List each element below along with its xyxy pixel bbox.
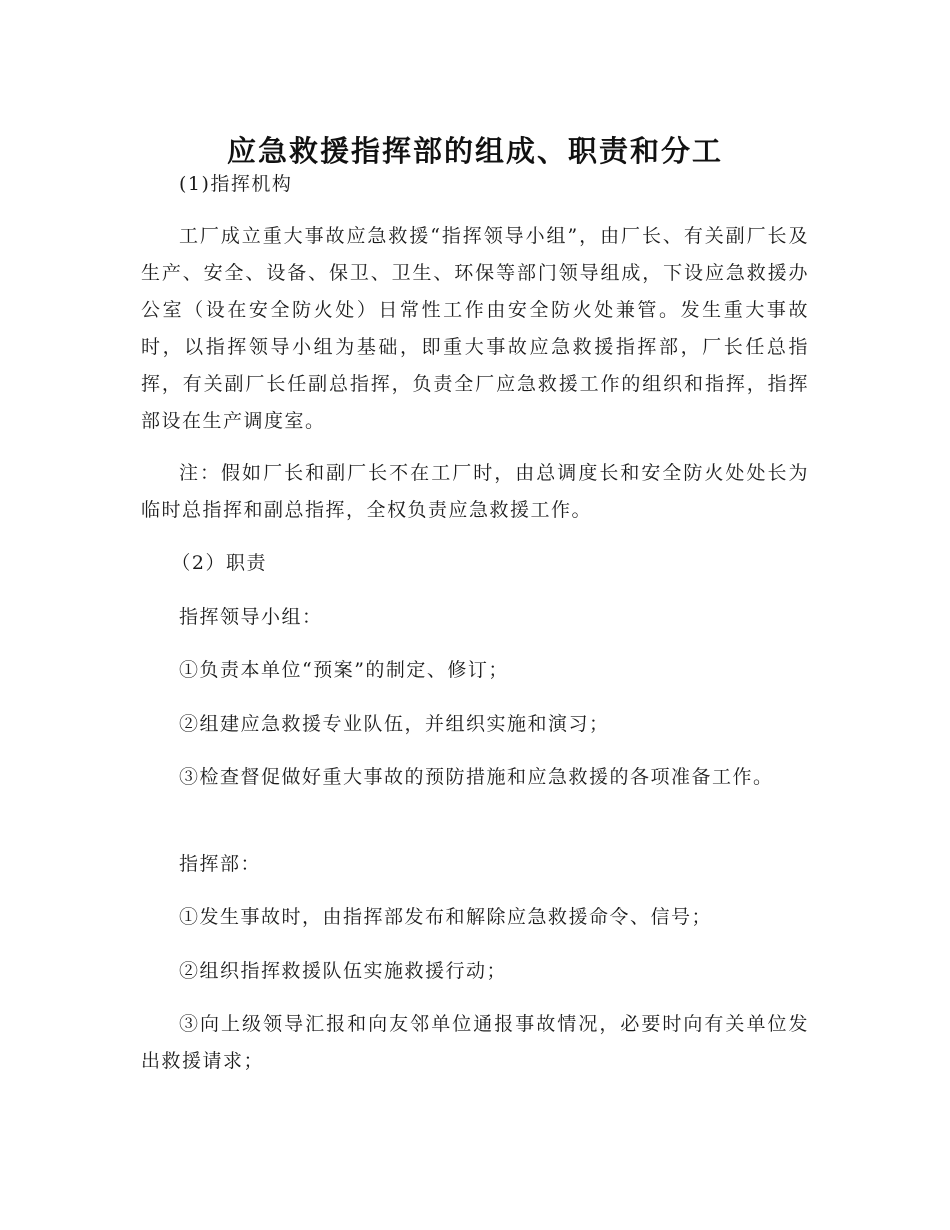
paragraph-command-structure: 工厂成立重大事故应急救援“指挥领导小组”，由厂长、有关副厂长及生产、安全、设备、保卫、卫生、环保等部门领导组成，下设应急救援办公室（设在安全防火处）日常性工作由安全防火处兼管。发生重大事故时，以指挥领导小组为基础，即重大事故应急救援指挥部，厂长任总指挥，有关副厂长任副总指挥，负责全厂应急救援工作的组织和指挥，指挥部设在生产调度室。 [141, 225, 809, 432]
section-heading-command-structure: (1)指挥机构 [179, 173, 293, 195]
document-title: 应急救援指挥部的组成、职责和分工 [226, 134, 723, 169]
list-item: ②组建应急救援专业队伍，并组织实施和演习； [179, 713, 610, 735]
list-item: ①负责本单位“预案”的制定、修订； [179, 659, 509, 681]
paragraph-note: 注：假如厂长和副厂长不在工厂时，由总调度长和安全防火处处长为临时总指挥和副总指挥，全权负责应急救援工作。 [141, 462, 809, 521]
list-item: ③向上级领导汇报和向友邻单位通报事故情况，必要时向有关单位发出救援请求； [141, 1013, 809, 1072]
section-heading-duties: （2）职责 [171, 552, 267, 574]
list-item: ③检查督促做好重大事故的预防措施和应急救援的各项准备工作。 [179, 766, 774, 788]
list-item: ①发生事故时，由指挥部发布和解除应急救援命令、信号； [179, 906, 713, 928]
subheading-headquarters: 指挥部： [179, 853, 262, 875]
subheading-leadership-group: 指挥领导小组： [179, 606, 323, 628]
list-item: ②组织指挥救援队伍实施救援行动； [179, 960, 508, 982]
